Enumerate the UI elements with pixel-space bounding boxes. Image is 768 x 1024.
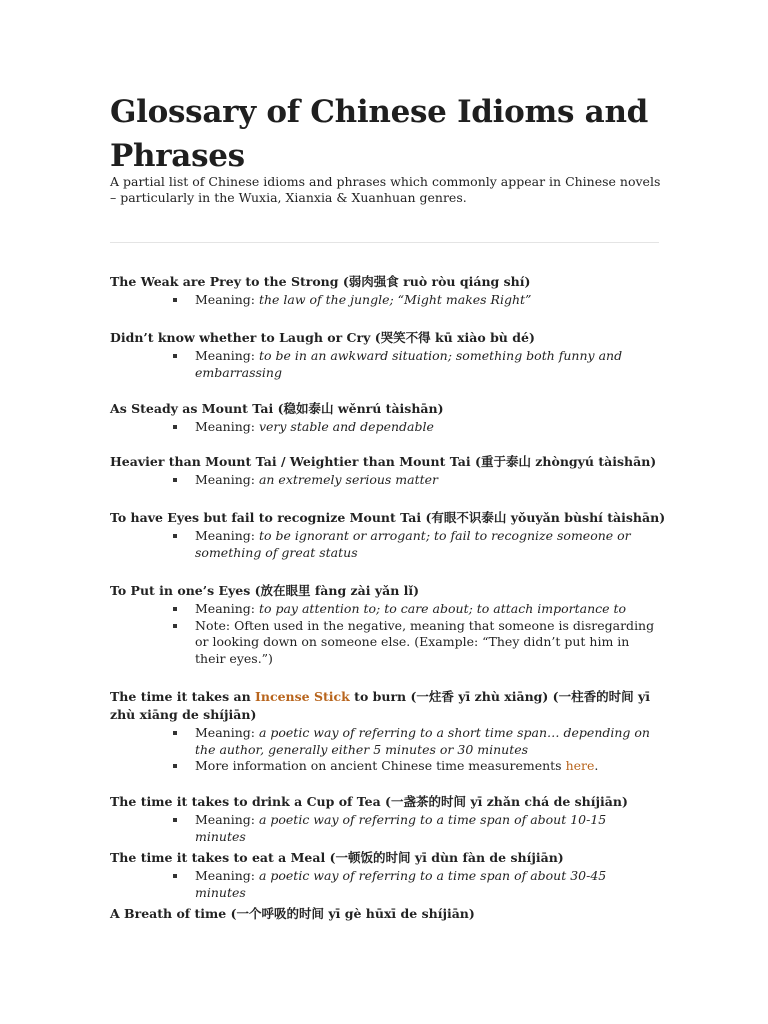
meaning-item (110, 419, 660, 436)
meaning-text: to pay attention to; to care about; to attach importance to (258, 601, 627, 616)
glossary-entry (110, 793, 670, 845)
entry-details (110, 812, 670, 845)
entry-title: Heavier than Mount Tai / Weightier than Mount Tai (110, 454, 471, 469)
meaning-item (110, 725, 660, 758)
meaning-label: Meaning: (195, 419, 255, 434)
glossary-entry (110, 849, 670, 901)
entry-title: Didn’t know whether to Laugh or Cry (110, 330, 371, 345)
entry-chinese: 弱肉强食 ruò ròu qiáng shí (348, 274, 525, 289)
here-link[interactable]: here (565, 758, 595, 773)
entry-chinese: 有眼不识泰山 yǒuyǎn bùshí tàishān (431, 510, 660, 525)
entry-heading: To have Eyes but fail to recognize Mount Tai (有眼不识泰山 yǒuyǎn bùshí tàishān) (110, 510, 666, 525)
meaning-item (110, 528, 660, 561)
meaning-item (110, 601, 660, 618)
meaning-text: to be in an awkward situation; something both funny and embarrassing (195, 348, 623, 380)
entry-chinese: 重于泰山 zhòngyú tàishān (480, 454, 651, 469)
entry-title: A Breath of time (110, 906, 227, 921)
glossary-entry (110, 688, 670, 775)
glossary-entry (110, 453, 670, 489)
entry-chinese: 一个呼吸的时间 yī gè hūxī de shíjiān (236, 906, 469, 921)
entry-heading: The time it takes to eat a Meal (一顿饭的时间 yī dùn fàn de shíjiān) (110, 850, 564, 865)
more-info-text: More information on ancient Chinese time measurements (195, 758, 566, 773)
entry-details (110, 601, 670, 667)
entry-title: The time it takes to drink a Cup of Tea (110, 794, 381, 809)
meaning-item (110, 472, 660, 489)
entry-heading: The time it takes to drink a Cup of Tea (一盏茶的时间 yī zhǎn chá de shíjiān) (110, 794, 628, 809)
entry-heading: The Weak are Prey to the Strong (弱肉强食 ruò ròu qiáng shí) (110, 274, 531, 289)
glossary-entry (110, 329, 670, 381)
meaning-label: Meaning: (195, 348, 255, 363)
meaning-text: to be ignorant or arrogant; to fail to recognize someone or something of great status (195, 528, 631, 560)
entry-details (110, 528, 670, 561)
meaning-item (110, 868, 660, 901)
more-info-item: More information on ancient Chinese time measurements here. (110, 758, 660, 775)
glossary-entry (110, 582, 670, 667)
entry-title: The Weak are Prey to the Strong (110, 274, 339, 289)
entry-title: As Steady as Mount Tai (110, 401, 274, 416)
entry-title: To Put in one’s Eyes (110, 583, 251, 598)
page-title: Glossary of Chinese Idioms and Phrases (110, 94, 649, 174)
glossary-entry (110, 905, 670, 923)
meaning-label: Meaning: (195, 868, 255, 883)
meaning-text: a poetic way of referring to a time span of about 10-15 minutes (195, 812, 607, 844)
entry-details (110, 472, 670, 489)
glossary-entry (110, 400, 670, 436)
meaning-item (110, 292, 660, 309)
entry-heading: A Breath of time (一个呼吸的时间 yī gè hūxī de shíjiān) (110, 906, 475, 921)
incense-stick-link[interactable]: Incense Stick (255, 689, 350, 704)
entry-details (110, 292, 670, 309)
entry-chinese: 一顿饭的时间 yī dùn fàn de shíjiān (335, 850, 558, 865)
meaning-label: Meaning: (195, 472, 255, 487)
entry-details (110, 419, 670, 436)
meaning-item (110, 348, 660, 381)
entry-title-prefix: The time it takes an (110, 689, 256, 704)
entry-heading: The time it takes an Incense Stick to burn (一炷香 yī zhù xiāng) (一柱香的时间 yī zhù xiāng de shíjiān) (110, 689, 650, 722)
entry-chinese: 一炷香 yī zhù xiāng (416, 689, 543, 704)
entry-details (110, 725, 670, 775)
entry-heading: Heavier than Mount Tai / Weightier than Mount Tai (重于泰山 zhòngyú tàishān) (110, 454, 657, 469)
entry-chinese: 哭笑不得 kū xiào bù dé (380, 330, 529, 345)
glossary-entry (110, 273, 670, 309)
glossary-entry (110, 509, 670, 561)
entry-title-suffix: to burn (349, 689, 407, 704)
meaning-label: Meaning: (195, 725, 255, 740)
entry-chinese: 放在眼里 fàng zài yǎn lǐ (260, 583, 414, 598)
divider (110, 242, 659, 243)
entry-title: The time it takes to eat a Meal (110, 850, 326, 865)
meaning-label: Meaning: (195, 601, 255, 616)
meaning-text: a poetic way of referring to a short time span… depending on the author, generally either 5 minutes or 30 minutes (195, 725, 650, 757)
entry-heading: To Put in one’s Eyes (放在眼里 fàng zài yǎn lǐ) (110, 583, 420, 598)
meaning-label: Meaning: (195, 528, 255, 543)
entry-details (110, 348, 670, 381)
meaning-text: a poetic way of referring to a time span of about 30-45 minutes (195, 868, 607, 900)
page-subtitle: A partial list of Chinese idioms and phrases which commonly appear in Chinese novels – particularly in the Wuxia, Xianxia & Xuanhuan genres. (110, 174, 661, 205)
note-item: Note: Often used in the negative, meaning that someone is disregarding or looking down on someone else. (Example: “They didn’t put him in their eyes.”) (110, 618, 660, 668)
entry-heading: Didn’t know whether to Laugh or Cry (哭笑不得 kū xiào bù dé) (110, 330, 535, 345)
entry-heading: As Steady as Mount Tai (稳如泰山 wěnrú tàishān) (110, 401, 444, 416)
entry-chinese: 一盏茶的时间 yī zhǎn chá de shíjiān (390, 794, 622, 809)
meaning-label: Meaning: (195, 812, 255, 827)
entry-details (110, 868, 670, 901)
meaning-item (110, 812, 660, 845)
meaning-text: an extremely serious matter (258, 472, 439, 487)
entry-chinese-alt: 一柱香的时间 yī zhù xiāng de shíjiān (110, 689, 650, 722)
meaning-text: very stable and dependable (258, 419, 434, 434)
meaning-label: Meaning: (195, 292, 255, 307)
meaning-text: the law of the jungle; “Might makes Right” (258, 292, 532, 307)
entry-chinese: 稳如泰山 wěnrú tàishān (283, 401, 438, 416)
entry-title: To have Eyes but fail to recognize Mount Tai (110, 510, 422, 525)
